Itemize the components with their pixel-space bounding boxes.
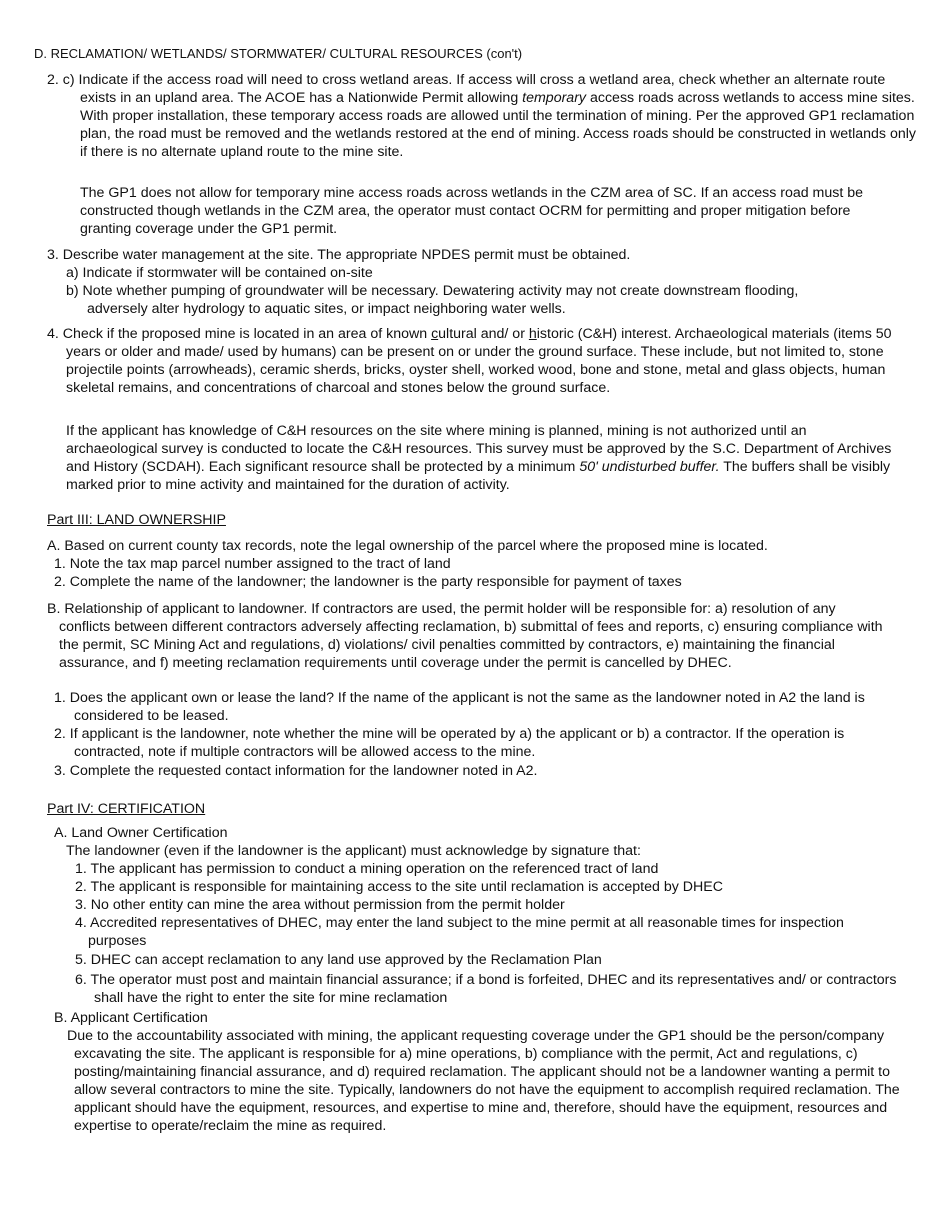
item-4-text-b: ultural and/ or	[438, 326, 529, 342]
part-4-a-item-4: 4. Accredited representatives of DHEC, may enter the land subject to the mine permit at all reasonable times for inspection purposes	[75, 915, 844, 949]
item-4-survey-paragraph	[66, 422, 896, 494]
part-4-a-title: A. Land Owner Certification	[54, 825, 228, 841]
item-4-text-a: 4. Check if the proposed mine is located in an area of known	[47, 326, 432, 342]
part-4-b-text: Due to the accountability associated with mining, the applicant requesting coverage under the GP1 should be the person/company excavating the site. The applicant is responsible for a) mine operations, b) compliance with the permit, Act and regulations, c) posting/maintaining financial assurance, and d) required reclamation. The applicant should not be a landowner wanting a permit to allow several contractors to mine the site. Typically, landowners do not have the equipment to accomplish required reclamation. The applicant should have the equipment, resources, and expertise to mine and, therefore, should have the equipment, resources and expertise to operate/reclaim the mine as required.	[67, 1028, 900, 1134]
part-4-b-title: B. Applicant Certification	[54, 1010, 208, 1026]
item-3a: a) Indicate if stormwater will be contained on-site	[66, 265, 373, 281]
part-3-a: A. Based on current county tax records, note the legal ownership of the parcel where the proposed mine is located.	[47, 538, 768, 554]
part-4-a-item-3: 3. No other entity can mine the area without permission from the permit holder	[75, 897, 565, 913]
part-4-a-item-1: 1. The applicant has permission to conduct a mining operation on the referenced tract of land	[75, 861, 659, 877]
item-2c-paragraph	[47, 71, 925, 161]
item-4-underline-c: c	[431, 326, 439, 342]
item-4-survey-text-b: The buffers shall be visibly marked prior to mine activity and maintained for the duration of activity.	[66, 459, 891, 493]
part-4-a-intro: The landowner (even if the landowner is the applicant) must acknowledge by signature that:	[66, 843, 641, 859]
item-4-survey-text-a: If the applicant has knowledge of C&H resources on the site where mining is planned, mining is not authorized until an archaeological survey is conducted to locate the C&H resources. This survey must be approved by the S.C. Department of Archives and History (SCDAH). Each significant resource shall be protected by a minimum	[66, 423, 892, 475]
part-4-title: Part IV: CERTIFICATION	[47, 801, 206, 817]
item-2c-czm-paragraph: The GP1 does not allow for temporary mine access roads across wetlands in the CZM area of SC. If an access road must be constructed though wetlands in the CZM area, the operator must contact OCRM for permitting and proper mitigation before granting coverage under the GP1 permit.	[80, 185, 864, 237]
item-4-text-d: istoric (C&H) interest. Archaeological materials (items 50 years or older and made/ used by humans) can be present on or under the ground surface. These include, but not limited to, stone projectile points (arrowheads), ceramic sherds, bricks, oyster shell, worked wood, bone and stone, metal and glass objects, human skeletal remains, and concentrations of charcoal and stones below the ground surface.	[66, 326, 892, 396]
item-2c-text-b: access roads across wetlands to access mine sites. With proper installation, these temporary access roads are allowed until the termination of mining. Per the approved GP1 reclamation plan, the road must be removed and the wetlands restored at the end of mining. Access roads should be constructed in wetlands only if there is no alternate upland route to the mine site.	[80, 90, 916, 160]
part-3-b3: 3. Complete the requested contact information for the landowner noted in A2.	[54, 763, 538, 779]
item-3-intro: 3. Describe water management at the site. The appropriate NPDES permit must be obtained.	[47, 247, 631, 263]
part-3-a2: 2. Complete the name of the landowner; the landowner is the party responsible for payment of taxes	[54, 574, 682, 590]
item-4-buffer-emphasis: 50' undisturbed buffer.	[579, 459, 720, 475]
part-3-b1: 1. Does the applicant own or lease the land? If the name of the applicant is not the same as the landowner noted in A2 the land is considered to be leased.	[54, 690, 865, 724]
part-4-a-item-6: 6. The operator must post and maintain financial assurance; if a bond is forfeited, DHEC and its representatives and/ or contractors shall have the right to enter the site for mine reclamation	[75, 972, 897, 1006]
item-4-paragraph	[47, 325, 896, 397]
item-2c-emphasis: temporary	[522, 90, 587, 106]
part-3-a1: 1. Note the tax map parcel number assigned to the tract of land	[54, 556, 451, 572]
part-4-a-item-5: 5. DHEC can accept reclamation to any land use approved by the Reclamation Plan	[75, 952, 602, 968]
item-3b: b) Note whether pumping of groundwater will be necessary. Dewatering activity may not create downstream flooding, adversely alter hydrology to aquatic sites, or impact neighboring water wells.	[66, 283, 799, 317]
part-3-title: Part III: LAND OWNERSHIP	[47, 512, 226, 528]
section-header: D. RECLAMATION/ WETLANDS/ STORMWATER/ CULTURAL RESOURCES (con't)	[34, 46, 523, 61]
item-2c-text-a: 2. c) Indicate if the access road will need to cross wetland areas. If access will cross a wetland area, check whether an alternate route exists in an upland area. The ACOE has a Nationwide Permit allowing	[47, 72, 886, 106]
part-4-a-item-2: 2. The applicant is responsible for maintaining access to the site until reclamation is accepted by DHEC	[75, 879, 723, 895]
part-3-b: B. Relationship of applicant to landowner. If contractors are used, the permit holder will be responsible for: a) resolution of any conflicts between different contractors adversely affecting reclamation, b) submittal of fees and reports, c) ensuring compliance with the permit, SC Mining Act and regulations, d) violations/ civil penalties committed by contractors, e) maintaining the financial assurance, and f) meeting reclamation requirements until coverage under the permit is cancelled by DHEC.	[47, 601, 883, 671]
part-3-b2: 2. If applicant is the landowner, note whether the mine will be operated by a) the applicant or b) a contractor. If the operation is contracted, note if multiple contractors will be allowed access to the mine.	[54, 726, 845, 760]
item-4-underline-h: h	[528, 326, 537, 342]
